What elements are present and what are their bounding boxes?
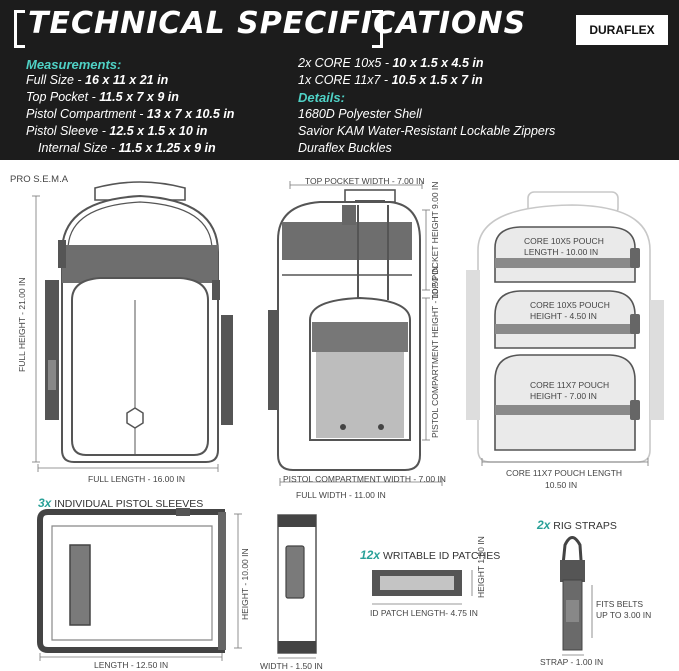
core-pouches — [495, 227, 640, 450]
pistol-compartment-width-label: PISTOL COMPARTMENT WIDTH - 7.00 IN — [283, 474, 446, 484]
spec-value: 13 x 7 x 10.5 in — [146, 107, 235, 121]
full-length-label: FULL LENGTH - 16.00 IN — [88, 474, 185, 484]
sleeves-section-title — [38, 496, 203, 510]
patches-label: WRITABLE ID PATCHES — [382, 550, 501, 562]
top-pocket-height-label: TOP POCKET HEIGHT 9.00 IN — [430, 181, 440, 300]
full-width-label: FULL WIDTH - 11.00 IN — [296, 490, 386, 500]
detail-buckles: Duraflex Buckles — [298, 141, 392, 155]
spec-label: 1x CORE 11x7 — [298, 73, 381, 87]
patch-height-label: HEIGHT 1.50 IN — [476, 536, 486, 598]
spec-value: 12.5 x 1.5 x 10 in — [109, 124, 208, 138]
spec-value: 11.5 x 7 x 9 in — [99, 90, 179, 104]
detail-shell: 1680D Polyester Shell — [298, 107, 422, 121]
id-patch-drawing — [372, 570, 472, 604]
spec-pistol-compartment: Pistol Compartment - 13 x 7 x 10.5 in — [26, 107, 235, 121]
spec-top-pocket: Top Pocket - 11.5 x 7 x 9 in — [26, 90, 179, 104]
core-pouch-1-dim: LENGTH - 10.00 IN — [524, 247, 599, 257]
spec-value: 10 x 1.5 x 4.5 in — [392, 56, 484, 70]
spec-value: 10.5 x 1.5 x 7 in — [391, 73, 483, 87]
details-heading: Details: — [298, 90, 345, 105]
brand-logo-text: DURAFLEX — [589, 23, 655, 37]
straps-label: RIG STRAPS — [553, 520, 617, 532]
core-length-value: 10.50 IN — [545, 480, 578, 490]
detail-zippers: Savior KAM Water-Resistant Lockable Zippers — [298, 124, 556, 138]
spec-label: Pistol Sleeve — [26, 124, 99, 138]
spec-internal-size: Internal Size - 11.5 x 1.25 x 9 in — [38, 141, 216, 155]
spec-full-size: Full Size - 16 x 11 x 21 in — [26, 73, 169, 87]
strap-fits-line-2: UP TO 3.00 IN — [596, 610, 652, 620]
straps-section-title — [537, 518, 617, 532]
core-pouch-3-dim: HEIGHT - 7.00 IN — [530, 391, 597, 401]
spec-label: 2x CORE 10x5 — [298, 56, 382, 70]
spec-label: Pistol Compartment — [26, 107, 136, 121]
pistol-sleeve-side-drawing — [278, 515, 316, 658]
sleeve-width-label: WIDTH - 1.50 IN — [260, 661, 323, 671]
straps-count: 2x — [537, 518, 551, 532]
core-pouch-2-dim: HEIGHT - 4.50 IN — [530, 311, 597, 321]
backpack-side-view — [268, 190, 420, 470]
spec-label: Internal Size — [38, 141, 108, 155]
spec-value: 16 x 11 x 21 in — [85, 73, 169, 87]
strap-width-label: STRAP - 1.00 IN — [540, 657, 604, 667]
sleeve-height-label: HEIGHT - 10.00 IN — [240, 548, 250, 620]
spec-value: 11.5 x 1.25 x 9 in — [118, 141, 216, 155]
pistol-sleeve-drawing — [40, 508, 226, 650]
backpack-front-view — [45, 182, 233, 462]
core-length-label: CORE 11X7 POUCH LENGTH — [506, 468, 623, 478]
spec-pistol-sleeve: Pistol Sleeve - 12.5 x 1.5 x 10 in — [26, 124, 208, 138]
core-pouch-1-name: CORE 10X5 POUCH — [524, 236, 604, 246]
measurements-heading: Measurements: — [26, 57, 122, 72]
pistol-compartment-height-label: PISTOL COMPARTMENT HEIGHT - 10.50 IN — [430, 266, 440, 438]
strap-fits-line-1: FITS BELTS — [596, 599, 644, 609]
full-height-label: FULL HEIGHT - 21.00 IN — [17, 277, 27, 372]
spec-label: Full Size — [26, 73, 74, 87]
spec-label: Top Pocket — [26, 90, 89, 104]
top-pocket-width-label: TOP POCKET WIDTH - 7.00 IN — [305, 176, 425, 186]
spec-core-10x5: 2x CORE 10x5 - 10 x 1.5 x 4.5 in — [298, 56, 484, 70]
core-pouch-3-name: CORE 11X7 POUCH — [530, 380, 610, 390]
core-pouch-2-name: CORE 10X5 POUCH — [530, 300, 610, 310]
rig-strap-drawing — [560, 538, 592, 656]
sleeve-length-label: LENGTH - 12.50 IN — [94, 660, 169, 670]
sleeves-label: INDIVIDUAL PISTOL SLEEVES — [54, 498, 204, 510]
patches-count: 12x — [360, 548, 381, 562]
spec-core-11x7: 1x CORE 11x7 - 10.5 x 1.5 x 7 in — [298, 73, 483, 87]
page-title: TECHNICAL SPECIFICATIONS — [28, 6, 527, 41]
product-name-label: PRO S.E.M.A — [10, 174, 69, 185]
sleeves-count: 3x — [38, 496, 52, 510]
patch-length-label: ID PATCH LENGTH- 4.75 IN — [370, 608, 478, 618]
